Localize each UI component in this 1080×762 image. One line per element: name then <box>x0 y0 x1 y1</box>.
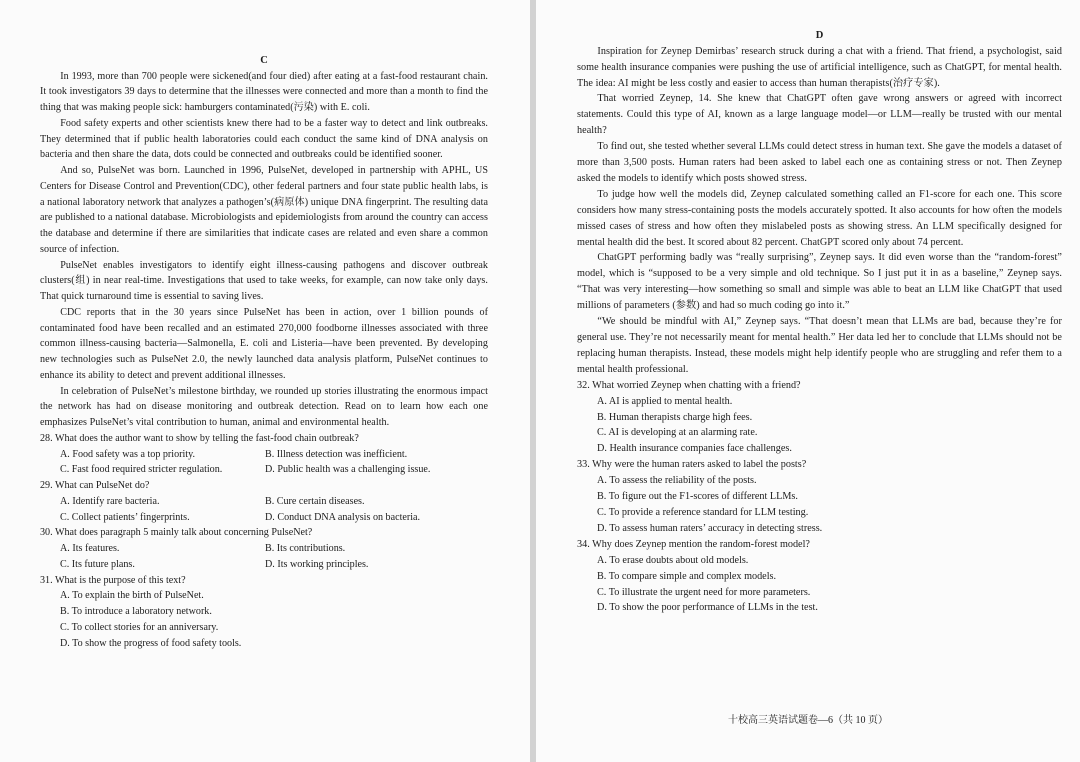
option-a: A. To explain the birth of PulseNet. <box>60 590 204 602</box>
passage-c-paragraph: Food safety experts and other scientists knew there had to be a faster way to detect and link outbreaks. They determined that if public health laboratories could each conduct the same kind of DNA analysis on bacteria and then share the data, dots could be connected and outbreaks could be identified sooner. <box>40 117 488 161</box>
page-footer: 十校高三英语试题卷—6（共 10 页） <box>728 715 888 726</box>
option-a: A. Food safety was a top priority. <box>60 448 196 460</box>
option-d: D. To assess human raters’ accuracy in detecting stress. <box>597 522 823 534</box>
option-a: A. Identify rare bacteria. <box>60 495 160 507</box>
passage-c-paragraph: PulseNet enables investigators to identify eight illness-causing pathogens and discover outbreak clusters(组) in near real-time. Investigations that used to take weeks, for example, can now take only days. That quick turnaround time is essential to saving lives. <box>40 259 488 303</box>
option-d: D. To show the progress of food safety tools. <box>60 637 242 649</box>
option-a: A. AI is applied to mental health. <box>597 395 733 407</box>
passage-d <box>577 44 1062 378</box>
question-33 <box>577 457 1062 537</box>
option-c: C. To illustrate the urgent need for more parameters. <box>597 586 811 598</box>
option-d: D. Conduct DNA analysis on bacteria. <box>265 511 421 523</box>
question-stem: 32. What worried Zeynep when chatting with a friend? <box>577 379 801 391</box>
question-30 <box>40 525 488 572</box>
option-b: B. Cure certain diseases. <box>265 495 365 507</box>
passage-d-paragraph: That worried Zeynep, 14. She knew that ChatGPT often gave wrong answers or agreed with incorrect statements. Could this type of AI, known as a large language model—or LLM—really be trusted with our mental health? <box>577 93 1062 137</box>
question-stem: 34. Why does Zeynep mention the random-forest model? <box>577 538 810 550</box>
option-b: B. To compare simple and complex models. <box>597 570 777 582</box>
option-d: D. To show the poor performance of LLMs in the test. <box>597 602 818 614</box>
options <box>577 553 1062 617</box>
option-d: D. Public health was a challenging issue. <box>265 464 431 476</box>
options <box>40 588 488 651</box>
question-stem: 28. What does the author want to show by telling the fast-food chain outbreak? <box>40 432 359 444</box>
option-c: C. Its future plans. <box>60 558 135 570</box>
question-stem: 31. What is the purpose of this text? <box>40 574 186 586</box>
question-34 <box>577 537 1062 617</box>
left-page <box>0 0 530 762</box>
option-b: B. To figure out the F1-scores of different LLMs. <box>597 491 798 503</box>
options <box>577 473 1062 537</box>
options <box>40 447 488 479</box>
question-stem: 30. What does paragraph 5 mainly talk about concerning PulseNet? <box>40 527 313 539</box>
passage-d-paragraph: To find out, she tested whether several LLMs could detect stress in human text. She gave the models a dataset of more than 3,500 posts. Human raters had been asked to label each one as containing stress or not. Then Zeynep asked the models to identify which posts showed stress. <box>577 141 1062 184</box>
question-stem: 29. What can PulseNet do? <box>40 480 150 492</box>
passage-c-paragraph: CDC reports that in the 30 years since PulseNet has been in action, over 1 billion pounds of contaminated food have been recalled and an estimated 270,000 foodborne illnesses associated with three common illness-causing bacteria—Salmonella, E. coli and Listeria—have been prevented. By developing new technologies such as PulseNet 2.0, the newly launched data analysis platform, PulseNet continues to enhance its ability to detect and prevent additional illnesses. <box>40 306 488 381</box>
option-a: A. Its features. <box>60 543 120 555</box>
passage-d-paragraph: “We should be mindful with AI,” Zeynep says. “That doesn’t mean that LLMs are bad, because they’re for general use. They’re not necessarily meant for mental health.” Her data led her to conclude that LLMs should not be replacing human therapists. Instead, these models might help identify people who are struggling and refer them to a mental health professional. <box>577 316 1062 375</box>
passage-c-paragraph: And so, PulseNet was born. Launched in 1996, PulseNet, developed in partnership with APHL, US Centers for Disease Control and Prevention(CDC), other federal partners and four state public health labs, is a national laboratory network that analyzes a pathogen’s(病原体) unique DNA fingerprint. The resulting data are published to a national database. Microbiologists and epidemiologists from around the country can access the database and determine if there are similarities that indicate cases are related and even share a common source of infection. <box>40 165 488 255</box>
options <box>40 494 488 526</box>
question-31 <box>40 573 488 652</box>
question-stem: 33. Why were the human raters asked to label the posts? <box>577 459 807 471</box>
option-b: B. Its contributions. <box>265 543 346 555</box>
option-d: D. Its working principles. <box>265 558 369 570</box>
section-title-d: D <box>815 30 824 41</box>
question-32 <box>577 378 1062 458</box>
passage-d-paragraph: To judge how well the models did, Zeynep calculated something called an F1-score for each one. This score considers how many stress-containing posts the models accurately spotted. It also accounts for how often the models missed cases of stress and how often they mislabeled posts as showing stress. An LLM specifically designed for mental health did the best. It scored about 82 percent. ChatGPT scored only about 74 percent. <box>577 188 1062 248</box>
question-28 <box>40 431 488 478</box>
question-29 <box>40 478 488 525</box>
option-b: B. Illness detection was inefficient. <box>265 448 408 460</box>
section-title-c: C <box>260 55 268 66</box>
passage-d-paragraph: ChatGPT performing badly was “really surprising”, Zeynep says. It did even worse than the “random-forest” model, which is “supposed to be a very simple and old technique. So I just put it in as a baseline,” Zeynep says. “That was very interesting—how something so small and simple was able to beat an LLM like ChatGPT that used millions of parameters (参数) and had so much coding go into it.” <box>577 252 1062 312</box>
option-b: B. To introduce a laboratory network. <box>60 606 212 618</box>
option-c: C. Collect patients’ fingerprints. <box>60 511 190 523</box>
options <box>40 541 488 573</box>
option-c: C. To provide a reference standard for LLM testing. <box>597 506 809 518</box>
passage-c-paragraph: In celebration of PulseNet’s milestone birthday, we rounded up stories illustrating the enormous impact the network has had on disease monitoring and outbreak detection. Read on to learn how each one emphasizes PulseNet’s vital contribution to human, animal and environmental health. <box>40 385 488 429</box>
passage-d-paragraph: Inspiration for Zeynep Demirbas’ research struck during a chat with a friend. That friend, a psychologist, said some health insurance companies were pushing the use of artificial intelligence, such as ChatGPT, for mental health. The idea: AI might be less costly and easier to access than human therapists(治疗专家). <box>577 45 1062 89</box>
option-d: D. Health insurance companies face challenges. <box>597 443 792 455</box>
option-a: A. To assess the reliability of the posts. <box>597 475 757 487</box>
option-c: C. AI is developing at an alarming rate. <box>597 427 758 439</box>
option-b: B. Human therapists charge high fees. <box>597 411 753 423</box>
options <box>577 394 1062 458</box>
right-page <box>536 0 1080 762</box>
option-c: C. Fast food required stricter regulation. <box>60 464 223 476</box>
passage-c <box>40 69 488 431</box>
option-a: A. To erase doubts about old models. <box>597 554 749 566</box>
option-c: C. To collect stories for an anniversary. <box>60 621 219 633</box>
passage-c-paragraph: In 1993, more than 700 people were sickened(and four died) after eating at a fast-food restaurant chain. It took investigators 39 days to determine that the illnesses were connected and more than a month to find the thing that was making people sick: hamburgers contaminated(污染) with E. coli. <box>40 70 488 114</box>
